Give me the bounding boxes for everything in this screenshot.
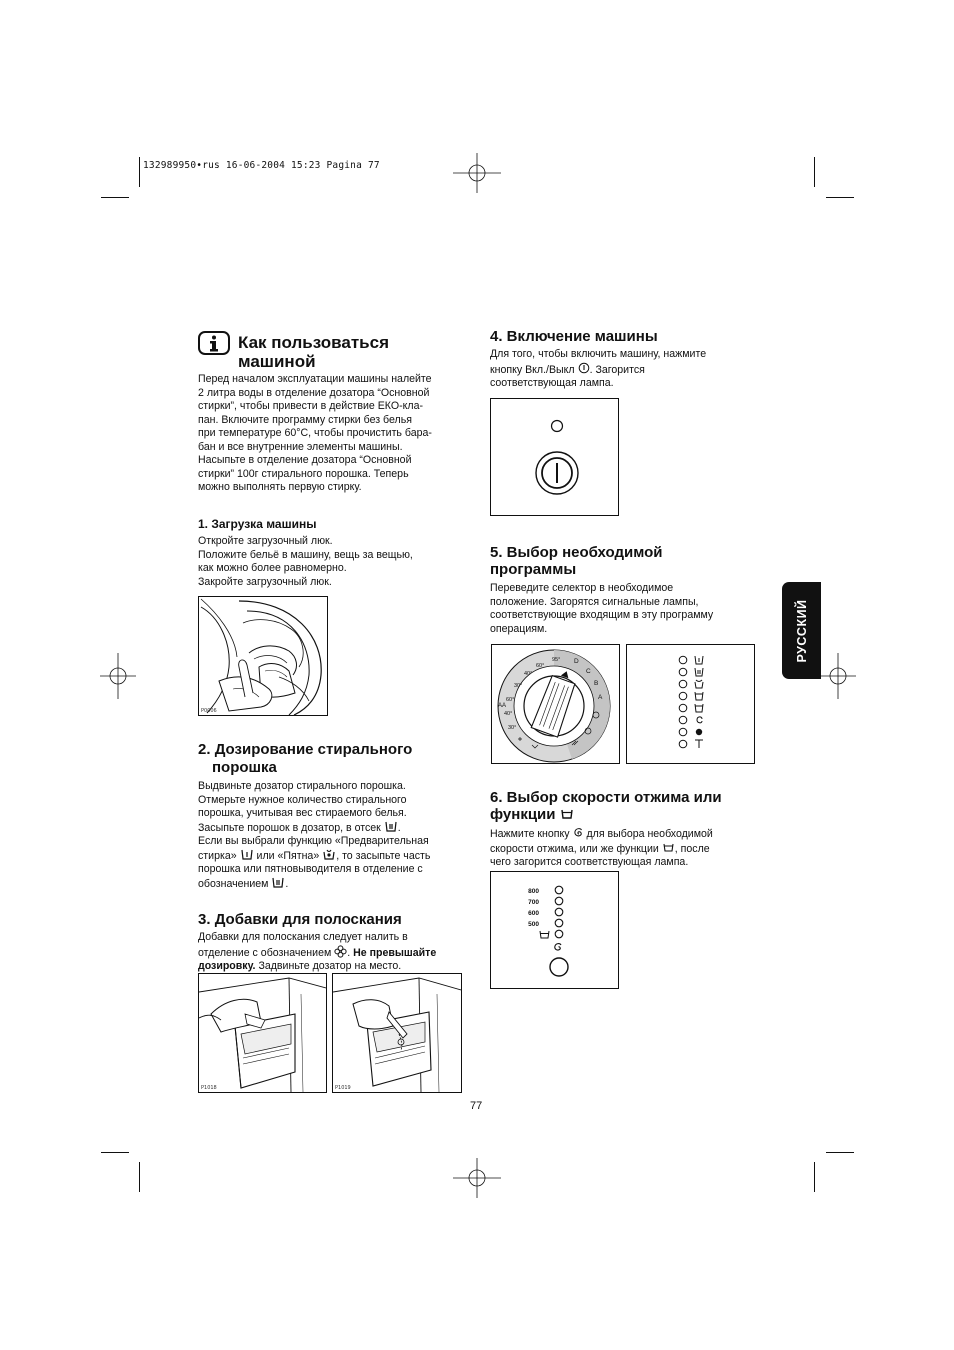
registration-mark-top <box>453 153 501 193</box>
svg-text:95°: 95° <box>552 657 561 663</box>
registration-mark-right <box>820 653 856 699</box>
svg-text:800: 800 <box>528 888 539 895</box>
section-6-text: Нажмите кнопку для выбора необходимой скорости отжима, или же функции , после чего загорится соответствующая лампа. <box>490 828 713 868</box>
prewash-icon <box>240 849 254 861</box>
section-3-text: Добавки для полоскания следует налить в отделение с обозначением . Не превышайте дозировку. Задвиньте дозатор на место. <box>198 931 437 972</box>
main-wash-compartment-icon-2 <box>271 877 285 889</box>
svg-text:40°: 40° <box>504 711 513 717</box>
stain-icon <box>322 849 336 861</box>
section-4-text: Для того, чтобы включить машину, нажмите кнопку Вкл./Выкл . Загорится соответствующая лампа. <box>490 348 707 389</box>
svg-text:30°: 30° <box>508 725 517 731</box>
indicator-lamps-figure <box>626 644 755 764</box>
print-header: 132989950•rus 16-06-2004 15:23 Pagina 77 <box>143 160 380 171</box>
spin-button <box>550 958 568 976</box>
language-tab-label: РУССКИЙ <box>794 598 809 663</box>
svg-text:500: 500 <box>528 921 539 928</box>
figure-code: P0006 <box>201 708 217 714</box>
registration-mark-bottom <box>453 1158 501 1198</box>
dispenser-illustration-b <box>332 973 462 1093</box>
loading-illustration <box>198 596 328 716</box>
registration-mark-left <box>100 653 136 699</box>
rinse-hold-icon-inline <box>662 842 675 853</box>
section-6-title: 6. Выбор скорости отжима или функции <box>490 789 722 823</box>
power-lamp <box>552 421 563 432</box>
figure-code-a: P1018 <box>201 1085 217 1091</box>
section-5-text: Переведите селектор в необходимое положение. Загорятся сигнальные лампы, соответствующие входящим в эту программу операциям. <box>490 582 714 635</box>
section-2-text: Выдвиньте дозатор стирального порошка. Отмерьте нужное количество стирального порошка, учитывая вес стираемого белья. Засыпьте порошок в дозатор, в отсек . Если вы выбрали функцию «Предварительная стирка» или «Пятна» , то засыпьте часть порошка или пятновыводителя в отделение с обозначением . <box>198 780 431 890</box>
svg-text:40°: 40° <box>524 671 533 677</box>
svg-text:B: B <box>594 680 599 687</box>
section-4-title: 4. Включение машины <box>490 328 658 345</box>
spin-panel-figure <box>490 871 619 989</box>
program-dial-figure <box>491 644 620 764</box>
main-wash-compartment-icon <box>384 821 398 833</box>
svg-text:700: 700 <box>528 899 539 906</box>
section-2-title: 2. Дозирование стирального порошка <box>198 741 413 776</box>
svg-text:60°: 60° <box>536 663 545 669</box>
spin-icon <box>573 827 584 838</box>
rinse-hold-icon <box>560 808 574 820</box>
figure-code-b: P1019 <box>335 1085 351 1091</box>
svg-text:30°: 30° <box>514 683 523 689</box>
intro-text: Перед началом эксплуатации машины налейте 2 литра воды в отделение дозатора “Основной стирки”, чтобы привести в действие ЕКО-кла- пан. Включите программу стирки без белья при температуре 60°С, чтобы прочистить бара- бан и все внутренние элементы машины. Насыпьте в отделение дозатора “Основной стирки” 100г стирального порошка. Теперь можно выполнять первую стирку. <box>198 373 432 493</box>
section-3-title: 3. Добавки для полоскания <box>198 911 402 928</box>
language-tab <box>782 582 821 679</box>
softener-flower-icon <box>334 945 347 958</box>
page-number: 77 <box>470 1100 483 1112</box>
svg-text:A: A <box>598 694 603 701</box>
power-icon <box>578 362 590 374</box>
svg-text:AA: AA <box>498 703 507 709</box>
svg-text:60°: 60° <box>506 697 515 703</box>
power-panel-figure <box>490 398 619 516</box>
svg-text:600: 600 <box>528 910 539 917</box>
info-icon <box>198 331 230 355</box>
section-1-title: 1. Загрузка машины <box>198 517 317 531</box>
section-1-text: Откройте загрузочный люк. Положите бельё в машину, вещь за вещью, как можно более равномерно. Закройте загрузочный люк. <box>198 535 413 588</box>
svg-text:D: D <box>574 658 579 665</box>
dispenser-illustration-a <box>198 973 327 1093</box>
intro-title: Как пользоваться машиной <box>238 333 389 371</box>
section-5-title: 5. Выбор необходимой программы <box>490 544 663 578</box>
svg-text:C: C <box>586 668 591 675</box>
